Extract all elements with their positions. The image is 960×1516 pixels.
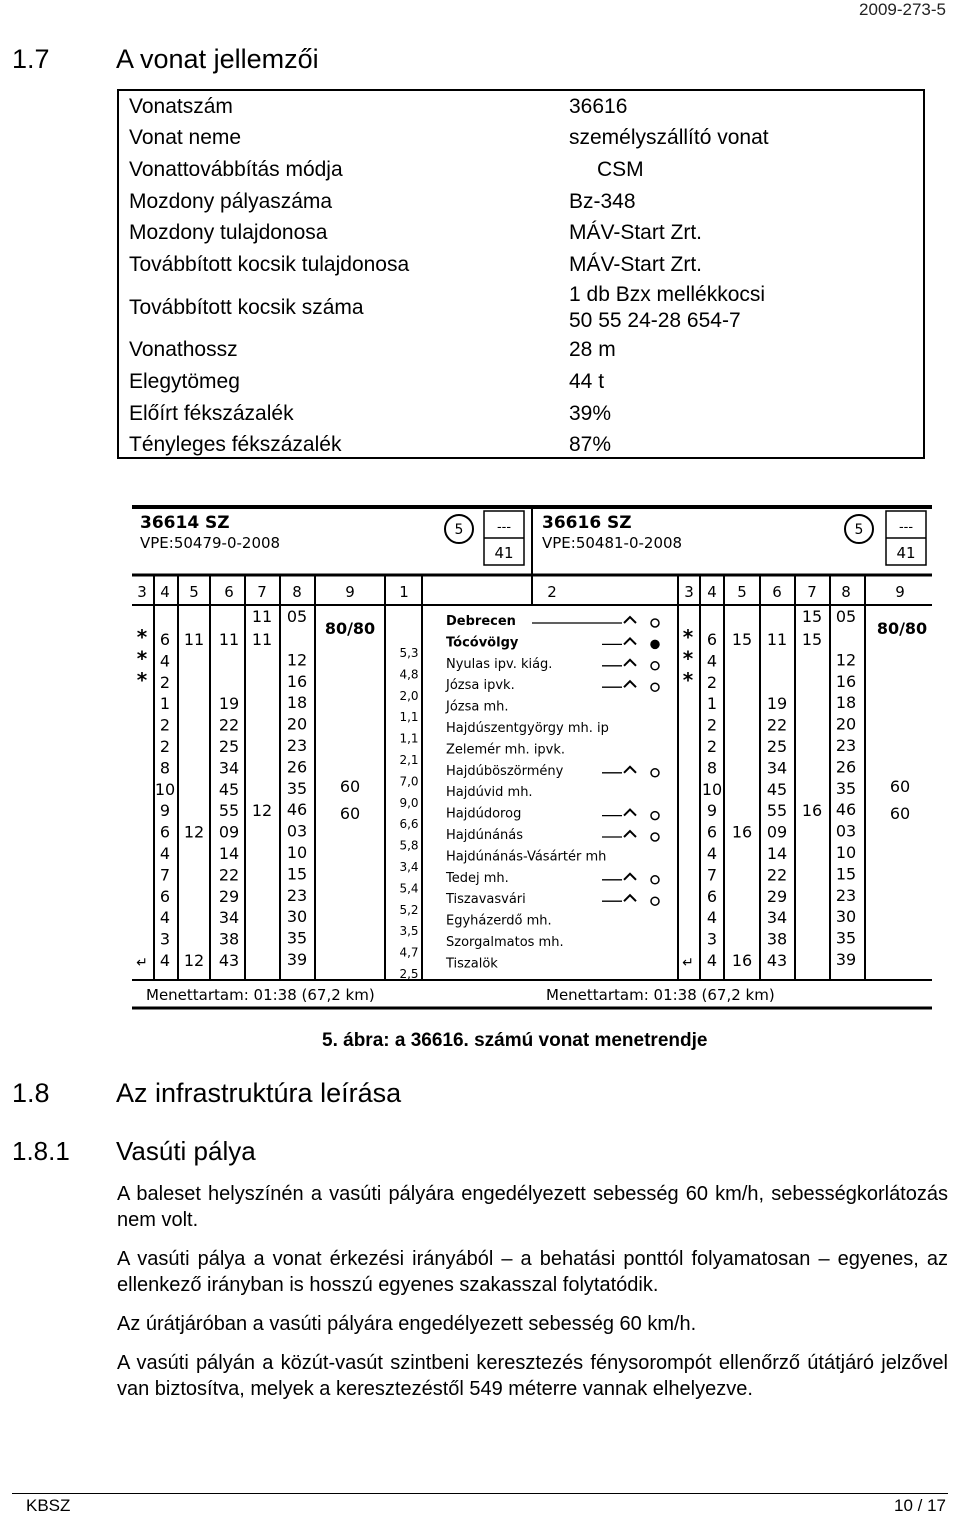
info-value: 87% [569,433,612,457]
speed-limit-label: 60 [889,804,911,823]
timetable-cell: 8 [706,758,718,778]
column-header: 9 [345,583,355,601]
station-name: Tiszalök [446,956,498,972]
timetable-cell: 12 [183,822,205,842]
timetable-cell: 22 [766,715,788,735]
timetable-cell: 20 [286,714,308,734]
timetable-cell: 34 [766,758,788,778]
info-row [119,335,923,367]
timetable-cell: 12 [183,951,205,970]
timetable-cell: 3 [706,929,718,949]
km-value: 3,4 [399,860,419,874]
timetable-cell: 46 [835,800,857,820]
column-header: 6 [224,583,234,601]
timetable-cell: 12 [286,650,308,670]
timetable-cell: 4 [159,651,171,671]
timetable-cell: 05 [286,607,308,626]
column-header: 4 [707,583,717,601]
right-box-bottom: 41 [896,544,916,562]
timetable-cell: 09 [218,822,240,842]
timetable-cell: 39 [286,950,308,969]
info-row [119,398,923,430]
timetable-cell: 11 [251,607,273,626]
column-header: 6 [772,583,782,601]
timetable-cell: 11 [183,630,205,649]
column-header: 7 [807,583,817,601]
speed-limit-label: 60 [339,804,361,823]
timetable-cell: 22 [218,715,240,735]
timetable-cell: 23 [835,736,857,755]
column-header: 1 [399,583,409,601]
station-name: Józsa mh. [446,699,509,715]
timetable-cell: 15 [801,630,823,649]
station-name: Tócóvölgy [446,635,519,651]
timetable-cell: 30 [286,907,308,927]
timetable-cell: 10 [701,779,723,799]
timetable-cell: 35 [286,928,308,948]
timetable-cell: 26 [835,757,857,777]
timetable-cell: 6 [706,822,718,842]
info-label: Továbbított kocsik tulajdonosa [129,252,410,276]
timetable-cell: 22 [766,865,788,885]
footer-page-number: 10 / 17 [894,1496,946,1515]
right-train-number: 36616 SZ [542,513,632,533]
timetable-cell: 20 [835,714,857,734]
timetable-cell: 2 [706,672,718,692]
timetable-cell: 4 [159,844,171,863]
timetable-cell: 2 [159,715,171,735]
info-label: Vonatszám [129,94,233,118]
footer-left: KBSZ [26,1496,71,1515]
asterisk-marker: * [682,625,694,649]
return-arrow-icon: ↵ [682,955,694,971]
timetable-cell: 19 [218,694,240,714]
timetable-cell: 4 [706,844,718,863]
timetable-cell: 55 [218,801,240,821]
train-info-table [117,89,925,459]
figure-caption: 5. ábra: a 36616. számú vonat menetrendje [322,1030,708,1051]
km-value: 5,3 [399,646,419,660]
timetable-cell: 29 [218,886,240,906]
left-circle-label: 5 [454,522,464,538]
info-label: Mozdony pályaszáma [129,189,333,213]
footer-left-duration: Menettartam: 01:38 (67,2 km) [146,986,375,1004]
column-header: 4 [160,583,170,601]
timetable-cell: 15 [801,607,823,626]
km-value: 7,0 [399,774,419,789]
km-value: 4,8 [399,667,419,682]
timetable-cell: 6 [706,886,718,906]
info-value: MÁV-Start Zrt. [569,252,703,276]
timetable-cell: 16 [731,822,753,842]
right-box-top: --- [898,520,914,535]
timetable-cell: 43 [218,951,240,970]
timetable-cell: 7 [706,865,718,885]
timetable-cell: 03 [286,821,308,841]
timetable-figure [132,505,932,1010]
km-value: 5,4 [399,881,419,896]
section-title: Az infrastruktúra leírása [116,1078,402,1108]
info-label: Elegytömeg [129,369,240,393]
left-vpe: VPE:50479-0-2008 [140,534,281,552]
info-value: 39% [569,401,612,425]
timetable-cell: 11 [218,630,240,649]
asterisk-marker: * [682,667,694,692]
paragraph: A vasúti pályán a közút-vasút szintbeni keresztezés fénysorompót ellenőrző útátjáró jelzővel van biztosítva, melyek a keresztezéstől 549 méterre vannak elhelyezve. [117,1352,948,1400]
station-name: Hajdúnánás [446,828,524,843]
timetable-cell: 4 [159,951,171,970]
info-value: személyszállító vonat [569,126,769,150]
station-name: Hajdúvid mh. [446,785,533,801]
timetable-cell: 46 [286,800,308,820]
column-header: 9 [895,583,905,601]
timetable-cell: 45 [218,779,240,799]
timetable-cell: 38 [766,929,788,949]
left-box-bottom: 41 [494,544,514,562]
timetable-cell: 7 [159,865,171,885]
timetable-cell: 10 [835,843,857,862]
timetable-cell: 16 [835,671,857,691]
timetable-cell: 18 [835,693,857,713]
station-name: Tedej mh. [446,870,509,886]
station-name: Zelemér mh. ipvk. [446,742,566,758]
timetable-cell: 4 [706,908,718,928]
timetable-cell: 22 [218,865,240,885]
timetable-cell: 43 [766,951,788,970]
left-train-number: 36614 SZ [140,513,230,533]
km-value: 1,1 [399,710,419,725]
speed-limit-label: 60 [889,777,911,796]
timetable-cell: 11 [251,630,273,649]
km-value: 6,6 [399,817,419,832]
info-row [119,123,923,155]
info-row [119,366,923,398]
timetable-cell: 03 [835,821,857,841]
timetable-cell: 34 [766,908,788,928]
km-value: 2,1 [399,753,419,767]
speed-limit-label: 80/80 [324,619,376,638]
timetable-cell: 18 [286,693,308,713]
timetable-cell: 34 [218,908,240,928]
section-number: 1.7 [12,44,50,74]
paragraph: A baleset helyszínén a vasúti pályára engedélyezett sebesség 60 km/h, sebességkorlátozás nem volt. [117,1183,948,1231]
info-row [119,91,923,123]
info-row [119,281,923,335]
info-value-2: 50 55 24-28 654-7 [569,308,741,332]
timetable-cell: 30 [835,907,857,927]
station-name: Nyulas ipv. kiág. [446,656,553,672]
station-name: Hajdúszentgyörgy mh. ip [446,721,609,736]
timetable-cell: 29 [766,886,788,906]
timetable-cell: 12 [251,801,273,821]
info-value: 1 db Bzx mellékkocsi [569,282,766,306]
timetable-cell: 25 [218,737,240,756]
timetable-cell: 4 [706,951,718,970]
timetable-cell: 6 [159,630,171,649]
asterisk-marker: * [682,646,694,671]
km-value: 4,7 [399,945,419,960]
km-value: 1,1 [399,731,419,746]
timetable-cell: 25 [766,737,788,756]
info-label: Vonat neme [129,126,242,150]
section-heading-1-7 [12,44,912,78]
timetable-cell: 23 [286,885,308,905]
column-header: 5 [189,583,199,601]
info-row [119,186,923,218]
timetable-cell: 26 [286,757,308,777]
right-circle-label: 5 [854,522,864,538]
section-number: 1.8 [12,1078,50,1108]
info-label: Vonattovábbítás módja [129,157,343,181]
timetable-cell: 1 [159,694,171,714]
station-name: Debrecen [446,614,516,629]
section-heading-1-8 [12,1078,912,1112]
return-arrow-icon: ↵ [136,955,148,971]
timetable-cell: 35 [286,778,308,798]
footer-rule [12,1493,948,1494]
km-value: 5,8 [399,838,419,853]
timetable-cell: 2 [159,737,171,756]
speed-limit-label: 60 [339,777,361,796]
timetable-cell: 6 [159,886,171,906]
timetable-cell: 4 [159,908,171,928]
station-name: Hajdúböszörmény [446,763,564,779]
km-value: 9,0 [399,795,419,810]
speed-limit-label: 80/80 [876,619,928,638]
column-header: 2 [547,583,557,601]
station-name: Hajdúnánás-Vásártér mh [446,849,607,865]
km-value: 5,2 [399,902,419,917]
info-row [119,154,923,186]
timetable-cell: 8 [159,758,171,778]
info-value: 28 m [569,338,616,362]
info-row [119,429,923,461]
timetable-cell: 55 [766,801,788,821]
timetable-cell: 19 [766,694,788,714]
timetable-cell: 10 [286,843,308,862]
timetable-cell: 3 [159,929,171,949]
asterisk-marker: * [136,667,148,692]
timetable-cell: 15 [731,630,753,649]
timetable-cell: 35 [835,778,857,798]
info-value: CSM [597,157,644,181]
km-value: 2,0 [399,688,419,703]
timetable-cell: 15 [835,864,857,884]
timetable-cell: 11 [766,630,788,649]
column-header: 5 [737,583,747,601]
info-label: Tényleges fékszázalék [129,433,342,457]
asterisk-marker: * [136,646,148,671]
column-header: 7 [257,583,267,601]
info-row [119,249,923,281]
column-header: 3 [137,583,147,601]
station-name: Tiszavasvári [446,892,526,908]
info-value: MÁV-Start Zrt. [569,221,703,245]
info-label: Vonathossz [129,338,238,362]
timetable-cell: 6 [159,822,171,842]
info-value: Bz-348 [569,189,636,213]
km-value: 3,5 [399,924,419,939]
column-header: 8 [841,583,851,601]
timetable-cell: 1 [706,694,718,714]
timetable-cell: 16 [731,951,753,970]
info-label: Mozdony tulajdonosa [129,221,328,245]
paragraph: Az úrátjáróban a vasúti pályára engedélyezett sebesség 60 km/h. [117,1313,697,1335]
timetable-cell: 34 [218,758,240,778]
timetable-cell: 05 [835,607,857,626]
station-circle-icon [651,640,659,648]
timetable-cell: 6 [706,630,718,649]
timetable-cell: 14 [766,844,788,863]
timetable-cell: 09 [766,822,788,842]
timetable-cell: 45 [766,779,788,799]
timetable-cell: 15 [286,864,308,884]
timetable-cell: 38 [218,929,240,949]
timetable-cell: 16 [801,801,823,821]
station-name: Józsa ipvk. [446,678,515,694]
section-title: A vonat jellemzői [116,44,319,74]
timetable-cell: 10 [154,779,176,799]
km-value: 2,5 [399,967,419,981]
station-name: Szorgalmatos mh. [446,935,564,950]
timetable-cell: 39 [835,950,857,969]
timetable-cell: 14 [218,844,240,863]
info-label: Előírt fékszázalék [129,401,294,425]
section-title: Vasúti pálya [116,1136,256,1166]
timetable-cell: 23 [286,736,308,755]
paragraph: A vasúti pálya a vonat érkezési irányából – a behatási ponttól folyamatosan – egyenes, az ellenkező irányban is hosszú egyenes szakasszal folytatódik. [117,1248,948,1296]
footer-right-duration: Menettartam: 01:38 (67,2 km) [546,986,775,1004]
timetable-cell: 9 [159,801,171,821]
column-header: 3 [684,583,694,601]
info-value: 44 t [569,369,605,393]
section-heading-1-8-1 [12,1136,912,1170]
right-vpe: VPE:50481-0-2008 [542,534,683,552]
timetable-cell: 2 [706,715,718,735]
document-id: 2009-273-5 [859,0,946,19]
timetable-cell: 16 [286,671,308,691]
left-box-top: --- [496,520,512,535]
timetable-cell: 2 [706,737,718,756]
info-row [119,217,923,249]
timetable-cell: 23 [835,885,857,905]
timetable-cell: 9 [706,801,718,821]
timetable-cell: 12 [835,650,857,670]
column-header: 8 [292,583,302,601]
info-value: 36616 [569,94,628,118]
asterisk-marker: * [136,625,148,649]
timetable-cell: 35 [835,928,857,948]
timetable-cell: 2 [159,672,171,692]
timetable-cell: 4 [706,651,718,671]
section-number: 1.8.1 [12,1136,70,1166]
station-name: Egyházerdő mh. [446,913,552,929]
station-name: Hajdúdorog [446,806,522,822]
info-label: Továbbított kocsik száma [129,295,364,319]
